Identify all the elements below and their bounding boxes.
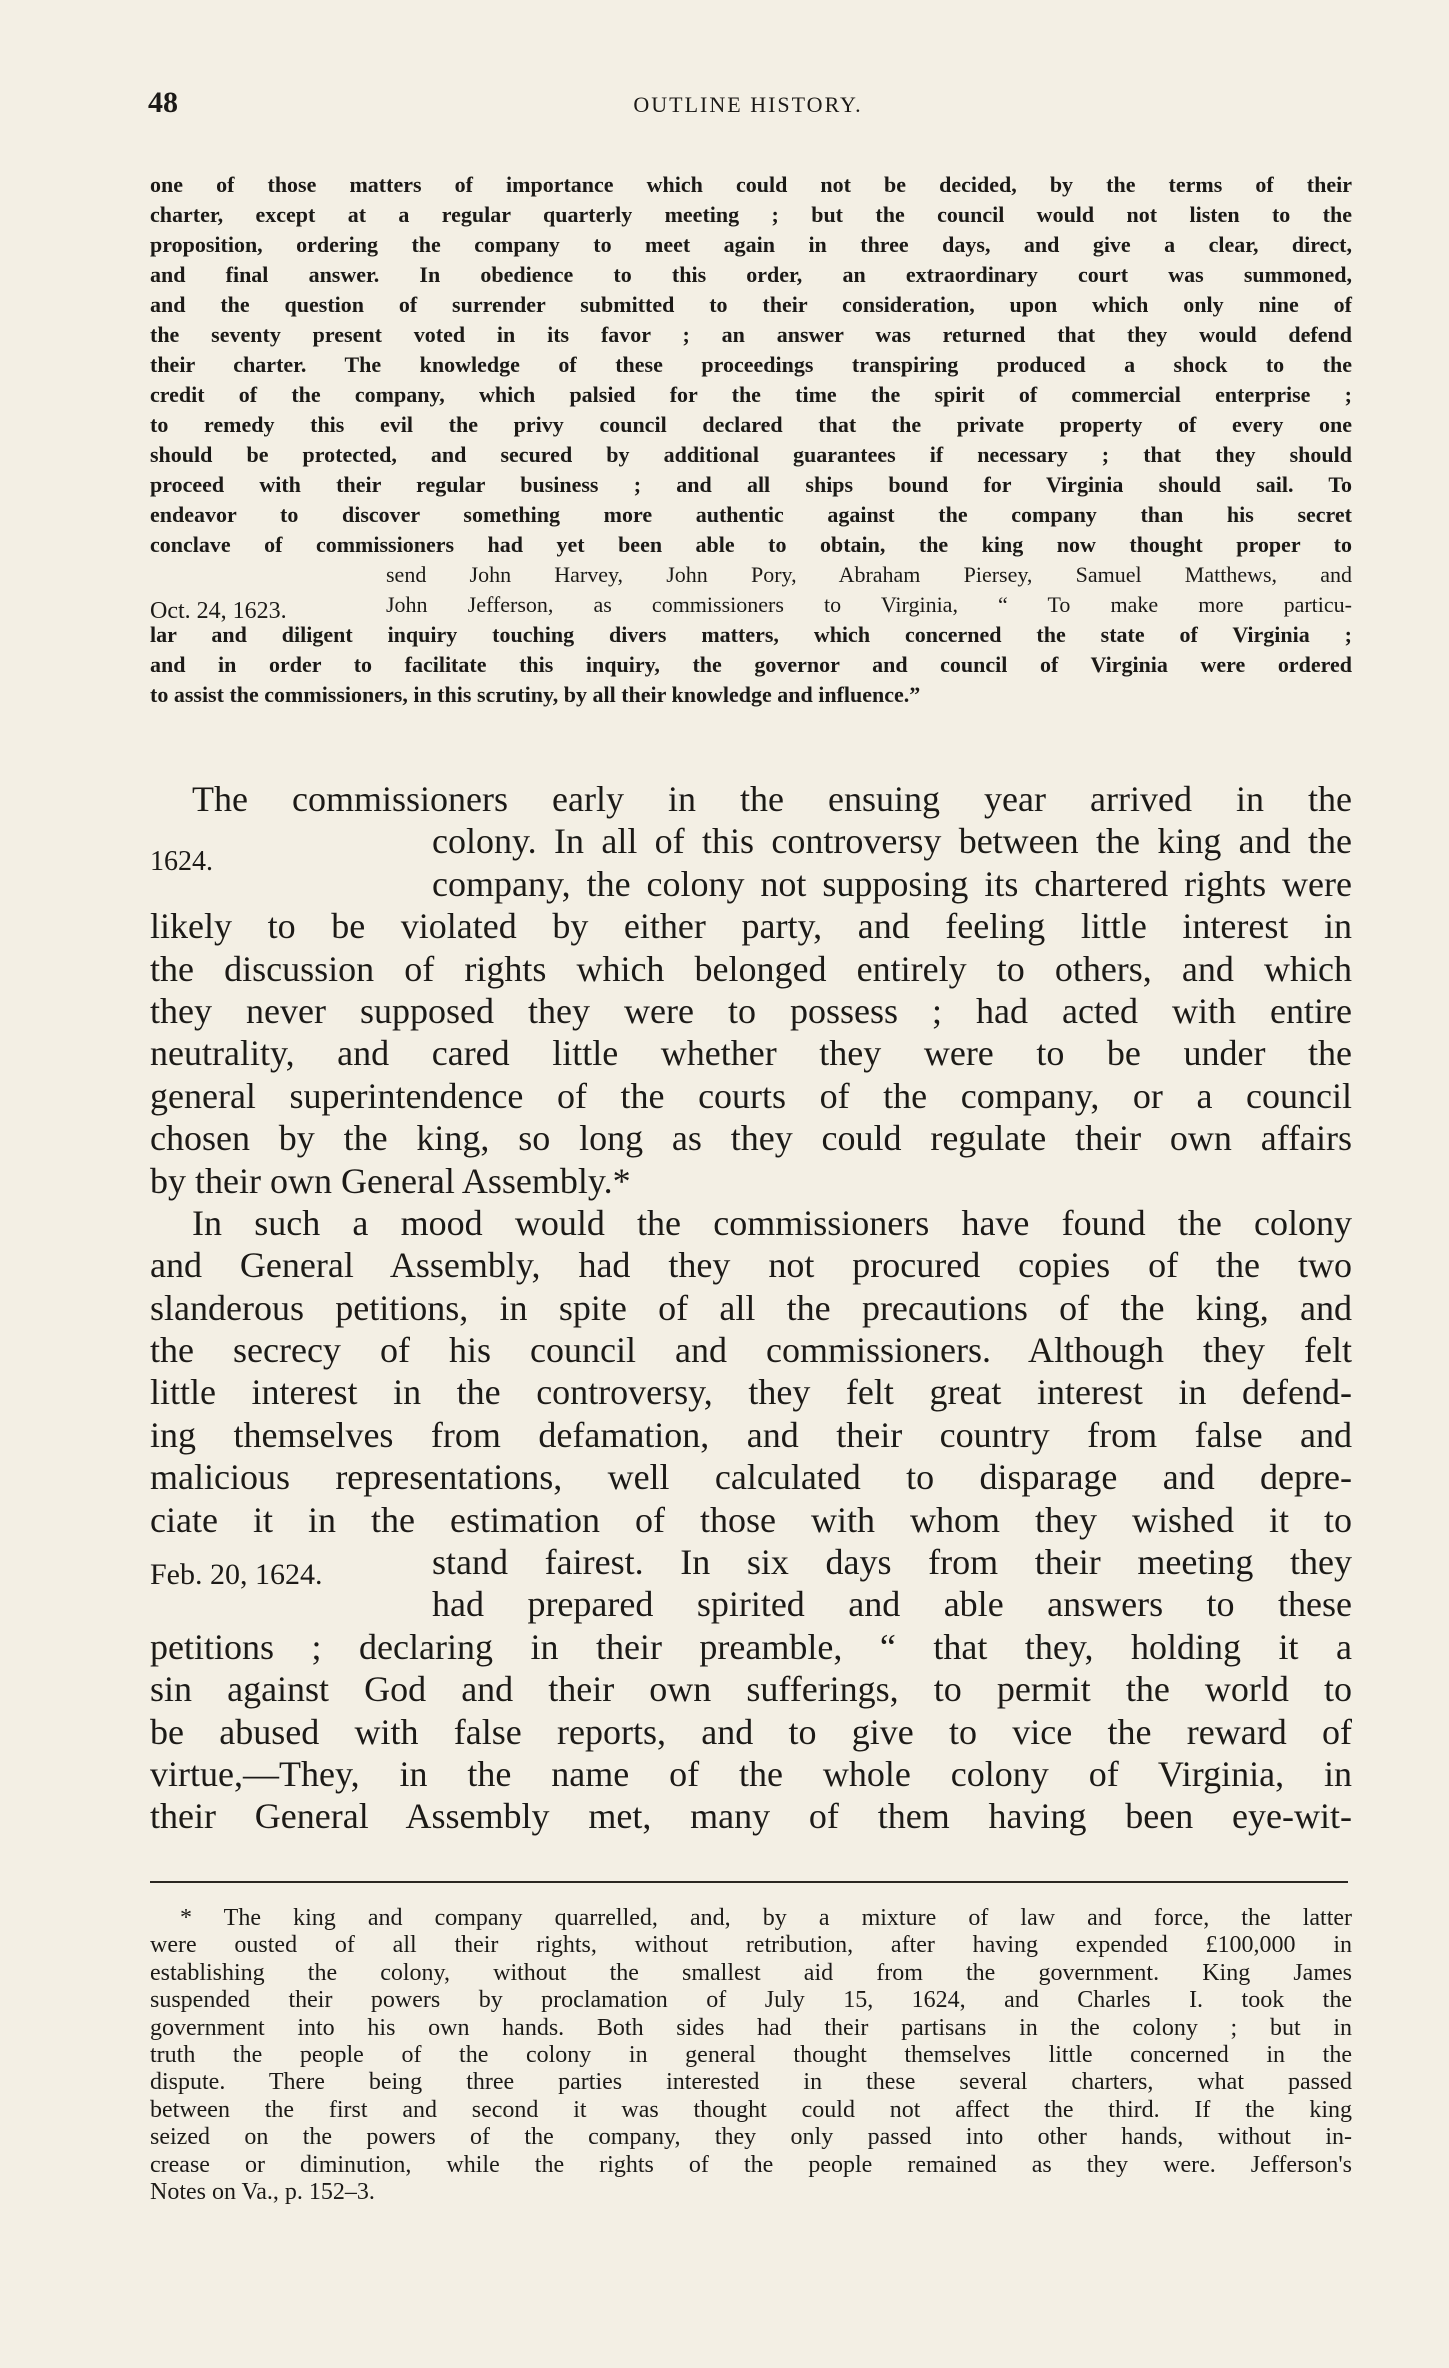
body-line: the secrecy of his council and commissioners. Although they felt xyxy=(150,1330,1352,1371)
body-line: colony. In all of this controversy between the king and the xyxy=(432,821,1352,862)
footnote-line: government into his own hands. Both sides had their partisans in the colony ; but in xyxy=(150,2014,1352,2041)
quote-line: charter, except at a regular quarterly meeting ; but the council would not listen to the xyxy=(150,202,1352,227)
quote-line: to assist the commissioners, in this scrutiny, by all their knowledge and influence.” xyxy=(150,682,921,707)
footnote-line: truth the people of the colony in general thought themselves little concerned in the xyxy=(150,2041,1352,2068)
body-line: chosen by the king, so long as they could regulate their own affairs xyxy=(150,1118,1352,1159)
margin-date-feb-1624: Feb. 20, 1624. xyxy=(150,1558,323,1591)
body-line: ciate it in the estimation of those with whom they wished it to xyxy=(150,1499,1352,1540)
quote-line: send John Harvey, John Pory, Abraham Piersey, Samuel Matthews, and xyxy=(386,562,1352,587)
body-line: by their own General Assembly.* xyxy=(150,1160,631,1201)
quote-line: their charter. The knowledge of these proceedings transpiring produced a shock to the xyxy=(150,352,1352,377)
quote-line: and in order to facilitate this inquiry, the governor and council of Virginia were ordered xyxy=(150,652,1352,677)
body-line: slanderous petitions, in spite of all the precautions of the king, and xyxy=(150,1287,1352,1328)
page-number: 48 xyxy=(148,86,178,119)
quote-paragraph xyxy=(150,170,1352,710)
quote-line: and the question of surrender submitted to their consideration, upon which only nine of xyxy=(150,292,1352,317)
quote-line: endeavor to discover something more authentic against the company than his secret xyxy=(150,502,1352,527)
quote-line: proceed with their regular business ; and all ships bound for Virginia should sail. To xyxy=(150,472,1352,497)
footnote-divider xyxy=(150,1881,1348,1883)
quote-line: the seventy present voted in its favor ; an answer was returned that they would defend xyxy=(150,322,1352,347)
footnote-line: were ousted of all their rights, without retribution, after having expended £100,000 in xyxy=(150,1932,1352,1959)
body-line: petitions ; declaring in their preamble, “ that they, holding it a xyxy=(150,1626,1352,1667)
quote-line: should be protected, and secured by additional guarantees if necessary ; that they should xyxy=(150,442,1352,467)
body-line: The commissioners early in the ensuing year arrived in the xyxy=(192,779,1352,819)
footnote-line: crease or diminution, while the rights of the people remained as they were. Jefferson's xyxy=(150,2151,1352,2178)
body-line: and General Assembly, had they not procured copies of the two xyxy=(150,1245,1352,1286)
body-line: stand fairest. In six days from their meeting they xyxy=(432,1542,1352,1583)
body-line: the discussion of rights which belonged entirely to others, and which xyxy=(150,948,1352,989)
body-line: had prepared spirited and able answers to these xyxy=(432,1584,1352,1625)
body-line: company, the colony not supposing its chartered rights were xyxy=(432,863,1352,904)
quote-line: lar and diligent inquiry touching divers matters, which concerned the state of Virginia ; xyxy=(150,622,1352,647)
margin-year-1624: 1624. xyxy=(150,846,213,877)
footnote-line: seized on the powers of the company, they only passed into other hands, without in- xyxy=(150,2124,1352,2151)
body-line: little interest in the controversy, they felt great interest in defend- xyxy=(150,1372,1352,1413)
footnote-line: suspended their powers by proclamation of July 15, 1624, and Charles I. took the xyxy=(150,1987,1352,2014)
body-line: their General Assembly met, many of them having been eye-wit- xyxy=(150,1796,1352,1837)
body-line: sin against God and their own sufferings, to permit the world to xyxy=(150,1669,1352,1710)
quote-line: credit of the company, which palsied for the time the spirit of commercial enterprise ; xyxy=(150,382,1352,407)
body-line: virtue,—They, in the name of the whole colony of Virginia, in xyxy=(150,1753,1352,1794)
body-line: likely to be violated by either party, and feeling little interest in xyxy=(150,906,1352,947)
body-line: they never supposed they were to possess ; had acted with entire xyxy=(150,990,1352,1031)
footnote xyxy=(150,1905,1352,2206)
body-line: ing themselves from defamation, and their country from false and xyxy=(150,1414,1352,1455)
quote-line: to remedy this evil the privy council declared that the private property of every one xyxy=(150,412,1352,437)
body-line: general superintendence of the courts of the company, or a council xyxy=(150,1075,1352,1116)
body-line: malicious representations, well calculated to disparage and depre- xyxy=(150,1457,1352,1498)
main-text xyxy=(150,778,1352,1838)
footnote-line: establishing the colony, without the smallest aid from the government. King James xyxy=(150,1959,1352,1986)
footnote-line: between the first and second it was thought could not affect the third. If the king xyxy=(150,2096,1352,2123)
quote-line: conclave of commissioners had yet been able to obtain, the king now thought proper to xyxy=(150,532,1352,557)
quote-line: one of those matters of importance which could not be decided, by the terms of their xyxy=(150,172,1352,197)
body-line: In such a mood would the commissioners have found the colony xyxy=(192,1202,1352,1243)
footnote-line: dispute. There being three parties interested in these several charters, what passed xyxy=(150,2069,1352,2096)
quote-line: and final answer. In obedience to this order, an extraordinary court was summoned, xyxy=(150,262,1352,287)
footnote-line: * The king and company quarrelled, and, by a mixture of law and force, the latter xyxy=(180,1905,1352,1931)
body-line: be abused with false reports, and to give to vice the reward of xyxy=(150,1711,1352,1752)
page-header xyxy=(148,86,1348,126)
quote-line: proposition, ordering the company to meet again in three days, and give a clear, direct, xyxy=(150,232,1352,257)
quote-line: John Jefferson, as commissioners to Virginia, “ To make more particu- xyxy=(386,592,1352,617)
margin-date-oct-1623: Oct. 24, 1623. xyxy=(150,598,287,624)
running-title: OUTLINE HISTORY. xyxy=(633,92,863,117)
footnote-line: Notes on Va., p. 152–3. xyxy=(150,2178,375,2205)
body-line: neutrality, and cared little whether they were to be under the xyxy=(150,1033,1352,1074)
